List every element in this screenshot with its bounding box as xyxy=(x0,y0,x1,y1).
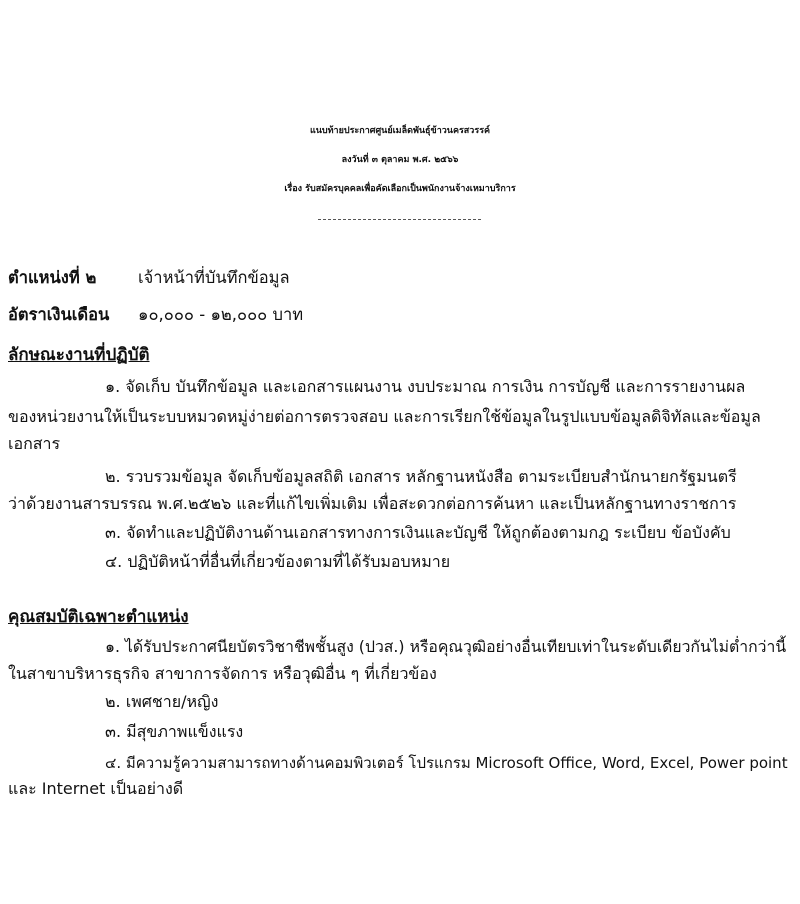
qualification-item-4: ๔. มีความรู้ความสามารถทางด้านคอมพิวเตอร์ โปรแกรม Microsoft Office, Word, Excel, Power point xyxy=(105,754,788,772)
qualification-item-2: ๒. เพศชาย/หญิง xyxy=(105,692,219,711)
qualification-item-1-cont: ในสาขาบริหารธุรกิจ สาขาการจัดการ หรือวุฒิอื่น ๆ ที่เกี่ยวข้อง xyxy=(8,664,437,683)
qualification-item-1: ๑. ได้รับประกาศนียบัตรวิชาชีพชั้นสูง (ปวส.) หรือคุณวุฒิอย่างอื่นเทียบเท่าในระดับเดียวกันไม่ต่ำกว่านี้ xyxy=(105,637,787,656)
duty-item-1-cont: ของหน่วยงานให้เป็นระบบหมวดหมู่ง่ายต่อการตรวจสอบ และการเรียกใช้ข้อมูลในรูปแบบข้อมูลดิจิทัลและข้อมูล xyxy=(8,407,761,426)
duty-item-4: ๔. ปฏิบัติหน้าที่อื่นที่เกี่ยวข้องตามที่ได้รับมอบหมาย xyxy=(105,552,451,571)
duties-heading: ลักษณะงานที่ปฏิบัติ xyxy=(8,345,150,365)
qualification-item-4-cont: และ Internet เป็นอย่างดี xyxy=(8,779,184,798)
qualifications-heading: คุณสมบัติเฉพาะตำแหน่ง xyxy=(8,607,189,627)
header-line-title: แนบท้ายประกาศศูนย์เมล็ดพันธุ์ข้าวนครสวรรค์ xyxy=(309,126,491,136)
position-value: เจ้าหน้าที่บันทึกข้อมูล xyxy=(138,268,290,287)
duty-item-2: ๒. รวบรวมข้อมูล จัดเก็บข้อมูลสถิติ เอกสาร หลักฐานหนังสือ ตามระเบียบสำนักนายกรัฐมนตรี xyxy=(105,467,737,486)
qualification-item-3: ๓. มีสุขภาพแข็งแรง xyxy=(105,722,244,741)
salary-value: ๑๐,๐๐๐ - ๑๒,๐๐๐ บาท xyxy=(138,305,304,324)
duty-item-1: ๑. จัดเก็บ บันทึกข้อมูล และเอกสารแผนงาน งบประมาณ การเงิน การบัญชี และการรายงานผล xyxy=(105,377,746,396)
header-divider xyxy=(318,219,481,220)
duty-item-2-cont: ว่าด้วยงานสารบรรณ พ.ศ.๒๕๒๖ และที่แก้ไขเพิ่มเติม เพื่อสะดวกต่อการค้นหา และเป็นหลักฐานทางราชการ xyxy=(8,494,737,513)
position-label: ตำแหน่งที่ ๒ xyxy=(8,268,97,287)
duty-item-1-cont-2: เอกสาร xyxy=(8,434,61,453)
header-line-subject: เรื่อง รับสมัครบุคคลเพื่อคัดเลือกเป็นพนักงานจ้างเหมาบริการ xyxy=(284,184,516,194)
header-line-date: ลงวันที่ ๓ ตุลาคม พ.ศ. ๒๕๖๖ xyxy=(341,155,459,165)
duty-item-3: ๓. จัดทำและปฏิบัติงานด้านเอกสารทางการเงินและบัญชี ให้ถูกต้องตามกฎ ระเบียบ ข้อบังคับ xyxy=(105,523,731,542)
salary-label: อัตราเงินเดือน xyxy=(8,305,110,324)
